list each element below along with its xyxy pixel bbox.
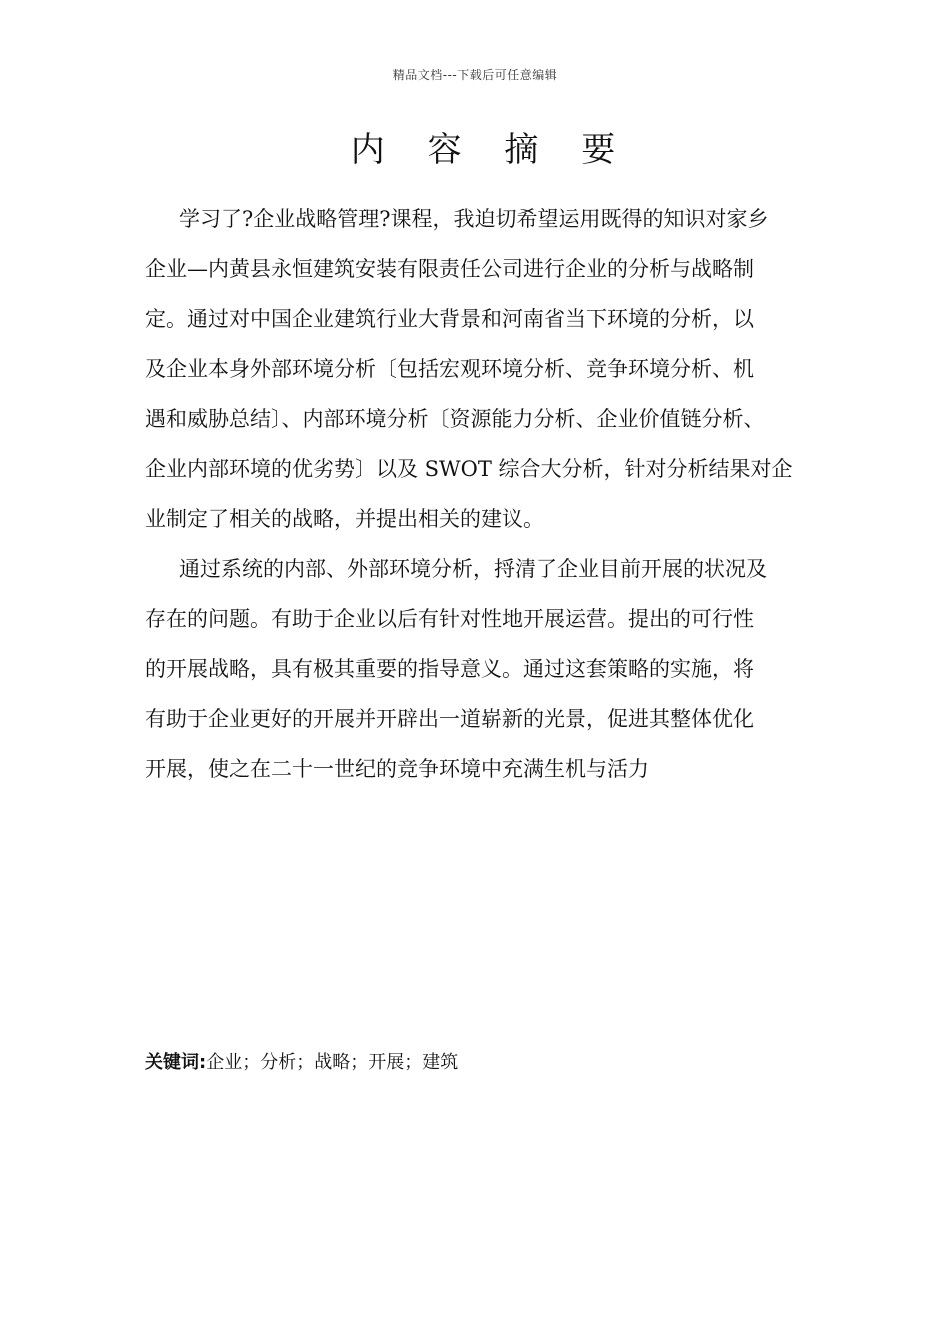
paragraph-1 <box>145 194 815 544</box>
keywords-line <box>145 1048 458 1074</box>
text-line: 存在的问题。有助于企业以后有针对性地开展运营。提出的可行性 <box>145 607 754 631</box>
keywords-label: 关键词: <box>145 1052 207 1073</box>
header-note: 精品文档---下载后可任意编辑 <box>392 68 558 82</box>
keywords-values: 企业；分析；战略；开展；建筑 <box>206 1052 459 1073</box>
text-line: 企业—内黄县永恒建筑安装有限责任公司进行企业的分析与战略制 <box>145 257 754 281</box>
text-line: 的开展战略，具有极其重要的指导意义。通过这套策略的实施，将 <box>145 657 754 681</box>
text-line: 企业内部环境的优劣势〕以及 SWOT 综合大分析，针对分析结果对企 <box>145 457 793 481</box>
page-title: 内 容 摘 要 <box>350 130 632 170</box>
text-line: 学习了?企业战略管理?课程，我迫切希望运用既得的知识对家乡 <box>179 207 769 231</box>
text-line: 有助于企业更好的开展并开辟出一道崭新的光景，促进其整体优化 <box>145 707 754 731</box>
text-line: 及企业本身外部环境分析〔包括宏观环境分析、竞争环境分析、机 <box>145 357 754 381</box>
text-line: 通过系统的内部、外部环境分析，捋清了企业目前开展的状况及 <box>179 557 767 581</box>
abstract-body <box>145 194 815 794</box>
text-line: 开展，使之在二十一世纪的竞争环境中充满生机与活力 <box>145 757 649 781</box>
text-line: 定。通过对中国企业建筑行业大背景和河南省当下环境的分析，以 <box>145 307 754 331</box>
text-line: 业制定了相关的战略，并提出相关的建议。 <box>145 507 544 531</box>
text-line: 遇和威胁总结〕、内部环境分析〔资源能力分析、企业价值链分析、 <box>145 407 765 431</box>
paragraph-2 <box>145 544 815 794</box>
